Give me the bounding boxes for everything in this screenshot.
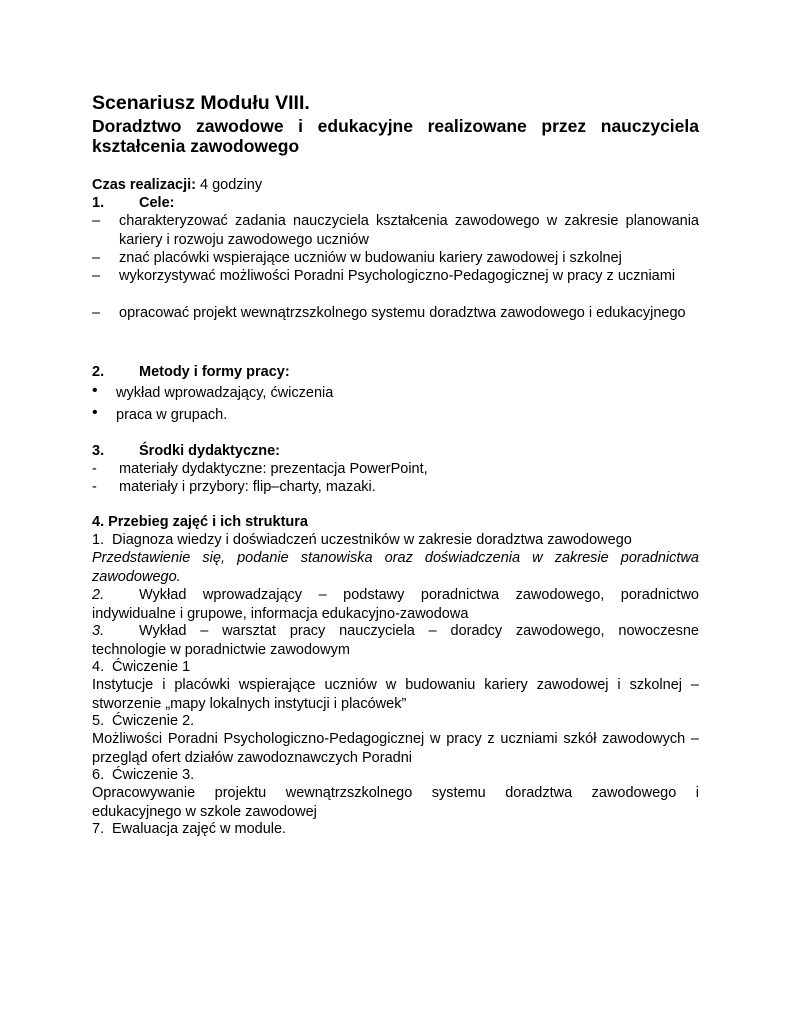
step-number: 2.: [92, 587, 105, 603]
list-item: [92, 212, 699, 249]
list-item: [92, 304, 699, 341]
list-item-text: wykład wprowadzający, ćwiczenia: [116, 385, 334, 401]
list-item-text: wykorzystywać możliwości Poradni Psychologiczno-Pedagogicznej w pracy z uczniami: [119, 268, 676, 284]
list-item: [92, 249, 699, 268]
section-heading: Cele:: [139, 195, 175, 211]
step-1-note: Przedstawienie się, podanie stanowiska oraz doświadczenia w zakresie poradnictwa zawodowego.: [92, 550, 699, 585]
section-structure-heading: 4. Przebieg zajęć i ich struktura: [92, 514, 308, 530]
step-number: 6.: [92, 767, 105, 783]
structure-step-1: [92, 531, 632, 550]
step-number: 3.: [92, 623, 105, 639]
list-item: [92, 478, 699, 497]
step-number: 7.: [92, 821, 105, 837]
duration-label: Czas realizacji:: [92, 177, 196, 193]
section-tools-heading: [92, 442, 280, 461]
section-heading: Metody i formy pracy:: [139, 364, 290, 380]
list-item: [92, 406, 699, 425]
list-item-text: znać placówki wspierające uczniów w budowaniu kariery zawodowej i szkolnej: [119, 250, 622, 266]
structure-step-5-text: Możliwości Poradni Psychologiczno-Pedagogicznej w pracy z uczniami szkół zawodowych – przegląd ofert działów zawodoznawczych Poradni: [92, 731, 699, 766]
step-text: Wykład – warsztat pracy nauczyciela – doradcy zawodowego, nowoczesne technologie w poradnictwie zawodowym: [92, 623, 699, 658]
document-title: Scenariusz Modułu VIII.: [92, 92, 310, 114]
section-number: 3.: [92, 443, 105, 459]
list-item-text: praca w grupach.: [116, 407, 228, 423]
list-item-text: materiały dydaktyczne: prezentacja PowerPoint,: [119, 461, 428, 477]
list-item-text: opracować projekt wewnątrzszkolnego systemu doradztwa zawodowego i edukacyjnego: [119, 305, 686, 321]
structure-step-7: [92, 820, 286, 839]
structure-step-4-title: [92, 658, 190, 677]
structure-step-6-text: Opracowywanie projektu wewnątrzszkolnego systemu doradztwa zawodowego i edukacyjnego w szkole zawodowej: [92, 785, 699, 820]
structure-step-4-text: Instytucje i placówki wspierające uczniów w budowaniu kariery zawodowej i szkolnej – stworzenie „mapy lokalnych instytucji i placówek”: [92, 677, 699, 712]
step-title: Ćwiczenie 3.: [112, 767, 195, 783]
dash-marker: -: [92, 461, 97, 477]
dash-marker: –: [92, 305, 101, 321]
dash-marker: –: [92, 250, 101, 266]
list-item: [92, 267, 699, 304]
list-item: [92, 460, 699, 479]
step-text: Diagnoza wiedzy i doświadczeń uczestników w zakresie doradztwa zawodowego: [112, 532, 632, 548]
list-item-text: materiały i przybory: flip–charty, mazaki.: [119, 479, 376, 495]
step-number: 1.: [92, 532, 105, 548]
step-number: 5.: [92, 713, 105, 729]
step-number: 4.: [92, 659, 105, 675]
bullet-marker: •: [92, 382, 98, 399]
structure-step-5-title: [92, 712, 194, 731]
structure-step-3: [92, 622, 699, 659]
step-text: Ewaluacja zajęć w module.: [112, 821, 287, 837]
list-item-text: charakteryzować zadania nauczyciela kształcenia zawodowego w zakresie planowania kariery i rozwoju zawodowego uczniów: [119, 213, 699, 248]
section-number: 2.: [92, 364, 105, 380]
section-methods-heading: [92, 363, 290, 382]
section-heading: Środki dydaktyczne:: [139, 443, 281, 459]
step-title: Ćwiczenie 2.: [112, 713, 195, 729]
dash-marker: –: [92, 268, 101, 284]
list-item: [92, 384, 699, 403]
step-title: Ćwiczenie 1: [112, 659, 191, 675]
dash-marker: -: [92, 479, 97, 495]
dash-marker: –: [92, 213, 101, 229]
duration-value: 4 godziny: [195, 177, 263, 193]
duration-line: [92, 176, 262, 195]
step-text: Wykład wprowadzający – podstawy poradnictwa zawodowego, poradnictwo indywidualne i grupowe, informacja edukacyjno-zawodowa: [92, 587, 699, 622]
document-subtitle: Doradztwo zawodowe i edukacyjne realizowane przez nauczyciela kształcenia zawodowego: [92, 116, 699, 156]
section-number: 1.: [92, 195, 105, 211]
structure-step-6-title: [92, 766, 194, 785]
section-goals-heading: [92, 194, 174, 213]
structure-step-2: [92, 586, 699, 623]
bullet-marker: •: [92, 404, 98, 421]
